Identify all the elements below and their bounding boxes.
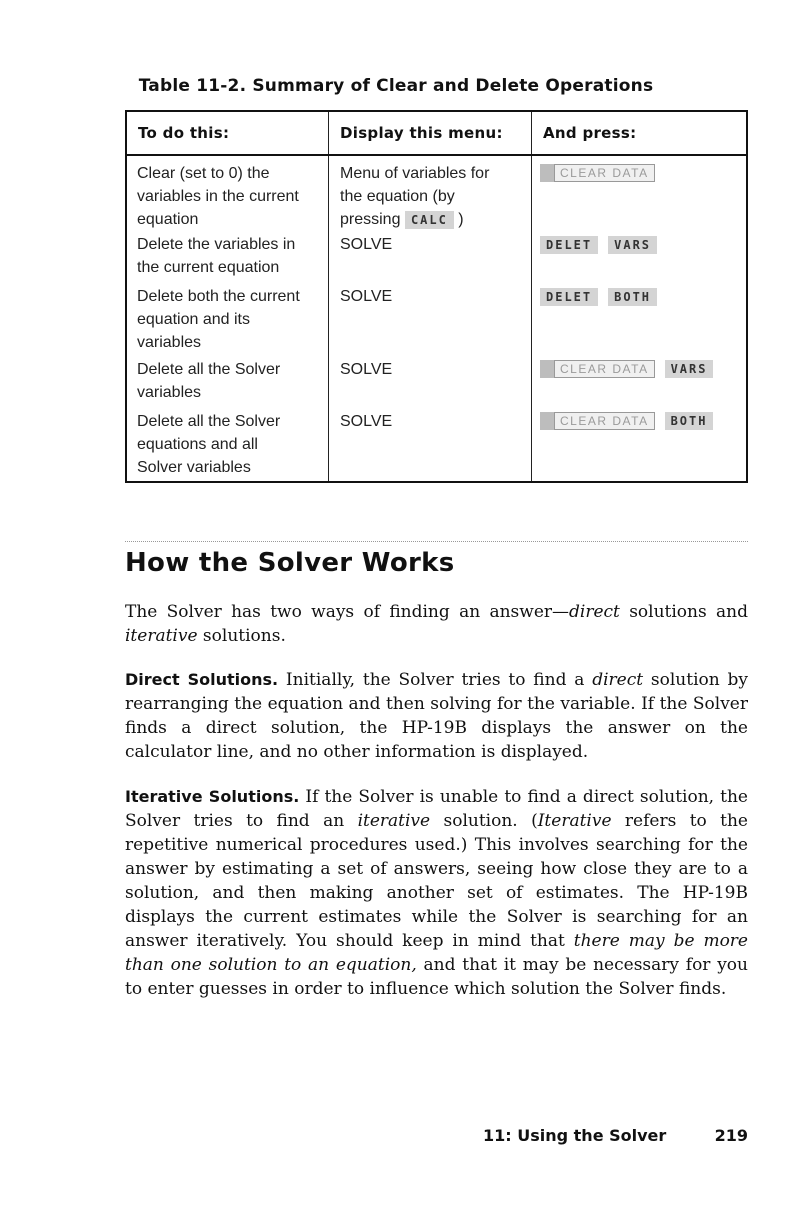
row-5-action-line: equations and all <box>137 436 258 453</box>
clear-data-label: CLEAR DATA <box>554 164 655 182</box>
vars-key: VARS <box>665 360 714 378</box>
row-4-menu <box>340 358 392 381</box>
section-title: How the Solver Works <box>125 548 455 578</box>
direct-text: solution by rearranging the equation and then solving for the variable. If the Solver finds a direct solution, the HP-19B displays the answer on the calculator line, and no other information is displayed. <box>125 670 748 762</box>
row-3-action-line: Delete both the current <box>137 288 300 305</box>
section-divider <box>125 541 748 542</box>
clear-data-label: CLEAR DATA <box>554 360 655 378</box>
delet-key: DELET <box>540 236 598 254</box>
row-4-action <box>137 358 280 404</box>
iterative-solutions-paragraph <box>125 785 748 1001</box>
row-3-menu-line: SOLVE <box>340 288 393 305</box>
iterative-emphasis: iterative <box>357 811 431 831</box>
row-3-keys <box>540 288 657 306</box>
shift-key-icon <box>540 164 554 182</box>
footer-chapter-title: 11: Using the Solver <box>483 1126 667 1145</box>
clear-data-key <box>540 360 655 378</box>
row-2-keys <box>540 236 657 254</box>
row-1-action <box>137 162 299 231</box>
intro-text: solutions. <box>197 626 286 646</box>
row-5-menu-line: SOLVE <box>340 413 393 430</box>
calc-menu-key: CALC <box>405 211 454 229</box>
row-1-menu-suffix: ) <box>458 211 464 228</box>
iterative-emphasis: Iterative <box>537 811 612 831</box>
intro-emphasis: iterative <box>125 626 198 646</box>
row-1-menu-line <box>340 208 489 231</box>
row-4-action-line: variables <box>137 384 202 401</box>
delet-key: DELET <box>540 288 598 306</box>
iterative-solutions-heading: Iterative Solutions. <box>125 787 300 806</box>
both-key: BOTH <box>608 288 657 306</box>
row-3-action-line: equation and its <box>137 311 250 328</box>
row-1-action-line: variables in the current <box>137 188 299 205</box>
shift-key-icon <box>540 360 554 378</box>
intro-emphasis: direct <box>569 602 620 622</box>
iterative-text: refers to the repetitive numerical procedures used.) This involves searching for the answer by estimating a set of answers, seeing how close they are to a solution, and then making another set of estimates. The HP-19B displays the current estimates while the Solver is searching for an answer iteratively. You should keep in mind that <box>125 811 748 951</box>
row-3-action-line: variables <box>137 334 202 351</box>
intro-text: The Solver has two ways of finding an answer— <box>125 602 570 622</box>
row-1-menu <box>340 162 489 231</box>
clear-data-key <box>540 164 655 182</box>
table-caption: Table 11-2. Summary of Clear and Delete Operations <box>138 76 654 96</box>
row-1-keys <box>540 164 655 182</box>
row-1-action-line: equation <box>137 211 199 228</box>
iterative-text: solution. ( <box>430 811 538 831</box>
direct-solutions-heading: Direct Solutions. <box>125 670 279 689</box>
row-5-keys <box>540 412 713 430</box>
row-5-action <box>137 410 280 479</box>
column-divider <box>531 112 532 481</box>
row-2-action-line: the current equation <box>137 259 280 276</box>
row-5-menu <box>340 410 392 433</box>
vars-key: VARS <box>608 236 657 254</box>
iterative-text: and that it may be necessary for you to enter guesses in order to influence which solution the Solver finds. <box>125 955 748 999</box>
direct-emphasis: direct <box>592 670 644 690</box>
clear-data-key <box>540 412 655 430</box>
row-3-action <box>137 285 300 354</box>
row-2-menu-line: SOLVE <box>340 236 393 253</box>
intro-paragraph <box>125 600 748 648</box>
column-divider <box>328 112 329 481</box>
shift-key-icon <box>540 412 554 430</box>
row-1-action-line: Clear (set to 0) the <box>137 165 270 182</box>
row-4-menu-line: SOLVE <box>340 361 393 378</box>
iterative-text: If the Solver is unable to find a direct solution, the Solver tries to find an <box>125 787 748 831</box>
header-display-menu: Display this menu: <box>340 124 503 142</box>
row-1-menu-text: pressing <box>340 211 401 228</box>
header-and-press: And press: <box>543 124 637 142</box>
row-5-action-line: Solver variables <box>137 459 251 476</box>
row-4-action-line: Delete all the Solver <box>137 361 281 378</box>
row-2-action-line: Delete the variables in <box>137 236 296 253</box>
row-1-menu-line: the equation (by <box>340 188 455 205</box>
header-divider <box>127 154 746 156</box>
direct-text: Initially, the Solver tries to find a <box>278 670 593 690</box>
intro-text: solutions and <box>619 602 748 622</box>
row-1-menu-line: Menu of variables for <box>340 165 490 182</box>
row-3-menu <box>340 285 392 308</box>
iterative-emphasis: there may be more than one solution to an equation, <box>125 931 748 975</box>
row-5-action-line: Delete all the Solver <box>137 413 281 430</box>
direct-solutions-paragraph <box>125 668 748 764</box>
row-2-action <box>137 233 295 279</box>
header-to-do: To do this: <box>138 124 230 142</box>
both-key: BOTH <box>665 412 714 430</box>
clear-data-label: CLEAR DATA <box>554 412 655 430</box>
row-2-menu <box>340 233 392 256</box>
operations-table <box>125 110 748 483</box>
row-4-keys <box>540 360 713 378</box>
page-number: 219 <box>714 1126 748 1145</box>
